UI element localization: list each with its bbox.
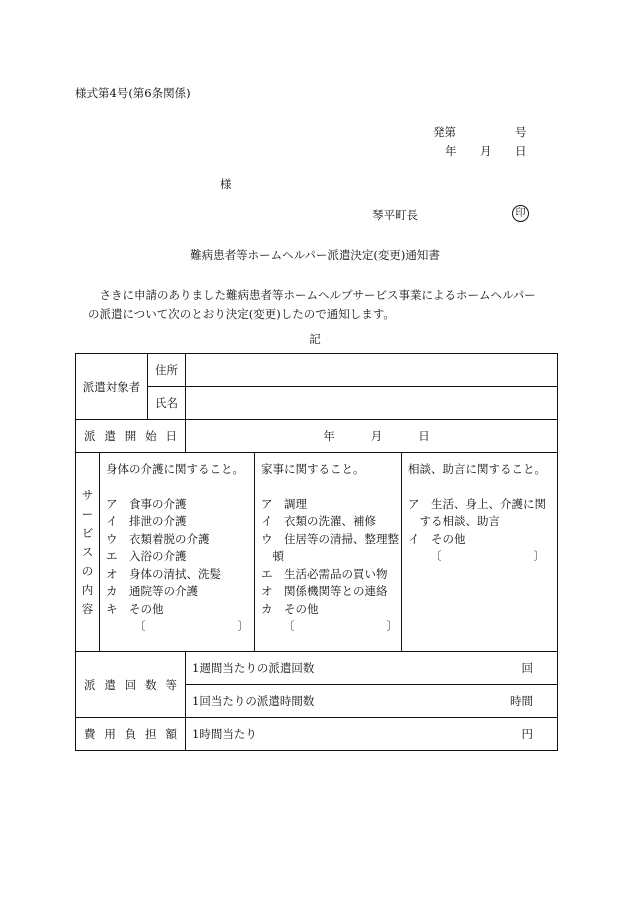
service-label-char: サ bbox=[81, 487, 94, 502]
start-date-char: 派 bbox=[84, 429, 96, 443]
addressee-honorific: 様 bbox=[220, 177, 232, 191]
consult-other-bracket[interactable]: 〔 〕 bbox=[430, 549, 545, 563]
per-visit-time-field[interactable] bbox=[186, 685, 558, 718]
dispatch-count-char: 等 bbox=[165, 677, 177, 692]
housework-item: カ その他 bbox=[261, 601, 319, 616]
service-label-char: 内 bbox=[81, 582, 94, 597]
service-label-char: ー bbox=[81, 506, 94, 521]
weekly-count-unit: 回 bbox=[521, 661, 534, 675]
housework-heading: 家事に関すること。 bbox=[261, 462, 365, 476]
start-date-char: 開 bbox=[124, 429, 137, 443]
table-row bbox=[76, 420, 558, 453]
start-date-char: 遣 bbox=[104, 429, 116, 443]
care-item: キ その他 bbox=[106, 601, 164, 616]
dispatch-form-table bbox=[75, 353, 558, 751]
start-date-year: 年 bbox=[323, 429, 335, 443]
document-title: 難病患者等ホームヘルパー派遣決定(変更)通知書 bbox=[190, 248, 440, 262]
housework-item: イ 衣類の洗濯、補修 bbox=[261, 514, 376, 528]
service-label-char: の bbox=[81, 563, 94, 578]
date-month-label: 月 bbox=[480, 144, 492, 158]
service-label-char: 容 bbox=[81, 601, 94, 616]
start-date-month: 月 bbox=[370, 429, 383, 443]
start-date-day: 日 bbox=[418, 429, 430, 443]
dispatch-count-char: 遣 bbox=[104, 677, 116, 692]
housework-services-cell bbox=[255, 453, 402, 652]
body-text bbox=[88, 286, 558, 324]
dispatch-count-char: 数 bbox=[145, 677, 157, 692]
start-date-char: 始 bbox=[145, 429, 157, 443]
start-date-char: 日 bbox=[165, 429, 177, 443]
name-field[interactable] bbox=[186, 387, 558, 420]
housework-item: ウ 住居等の清掃、整理整 bbox=[261, 531, 399, 546]
care-item: ウ 衣類着脱の介護 bbox=[106, 531, 210, 546]
consult-services-cell bbox=[402, 453, 558, 652]
service-label-char: ス bbox=[81, 544, 94, 559]
body-line-1: さきに申請のありました難病患者等ホームヘルプサービス事業によるホームヘルパー bbox=[88, 288, 536, 302]
target-label: 派遣対象者 bbox=[76, 354, 148, 420]
start-date-label bbox=[76, 420, 186, 453]
cost-char: 担 bbox=[145, 727, 157, 741]
dispatch-count-char: 回 bbox=[124, 677, 137, 692]
weekly-count-label: 1週間当たりの派遣回数 bbox=[192, 661, 315, 675]
table-row bbox=[76, 453, 558, 652]
dispatch-count-char: 派 bbox=[84, 677, 96, 692]
seal-stamp-icon: 印 bbox=[512, 205, 529, 222]
care-heading: 身体の介護に関すること。 bbox=[106, 462, 244, 476]
date-day-label: 日 bbox=[515, 144, 527, 158]
date-year-label: 年 bbox=[445, 144, 457, 158]
table-row bbox=[76, 354, 558, 387]
housework-item: オ 関係機関等との連絡 bbox=[261, 584, 388, 598]
sender-name: 琴平町長 bbox=[372, 208, 418, 222]
cost-char: 額 bbox=[165, 727, 177, 741]
housework-item: エ 生活必需品の買い物 bbox=[261, 566, 388, 581]
table-row bbox=[76, 652, 558, 685]
table-row bbox=[76, 387, 558, 420]
issue-number-suffix: 号 bbox=[515, 125, 527, 139]
care-item: オ 身体の清拭、洗髪 bbox=[106, 566, 221, 581]
care-item: エ 入浴の介護 bbox=[106, 549, 187, 563]
cost-char: 費 bbox=[84, 727, 96, 741]
hourly-cost-label: 1時間当たり bbox=[192, 727, 257, 741]
care-item: イ 排泄の介護 bbox=[106, 514, 187, 528]
housework-item: ア 調理 bbox=[261, 496, 307, 511]
name-label: 氏名 bbox=[148, 387, 186, 420]
care-services-cell bbox=[100, 453, 255, 652]
table-row bbox=[76, 718, 558, 751]
body-line-2: の派遣について次のとおり決定(変更)したので通知します。 bbox=[88, 307, 395, 321]
care-item: カ 通院等の介護 bbox=[106, 584, 198, 598]
weekly-count-field[interactable] bbox=[186, 652, 558, 685]
cost-char: 負 bbox=[124, 727, 137, 741]
ki-marker: 記 bbox=[309, 332, 321, 346]
start-date-field[interactable] bbox=[186, 420, 558, 453]
consult-item: イ その他 bbox=[408, 531, 466, 546]
consult-heading: 相談、助言に関すること。 bbox=[408, 462, 546, 476]
service-label bbox=[76, 453, 100, 652]
dispatch-count-label bbox=[76, 652, 186, 718]
hourly-cost-unit: 円 bbox=[521, 727, 534, 741]
cost-char: 用 bbox=[104, 727, 116, 741]
service-label-char: ビ bbox=[81, 525, 94, 540]
address-label: 住所 bbox=[148, 354, 186, 387]
hourly-cost-field[interactable] bbox=[186, 718, 558, 751]
care-item: ア 食事の介護 bbox=[106, 496, 187, 511]
cost-label bbox=[76, 718, 186, 751]
consult-item: ア 生活、身上、介護に関 bbox=[408, 496, 546, 511]
per-visit-time-label: 1回当たりの派遣時間数 bbox=[192, 694, 315, 708]
consult-item: する相談、助言 bbox=[408, 514, 500, 528]
per-visit-time-unit: 時間 bbox=[510, 694, 534, 708]
issue-number-label: 発第 bbox=[433, 125, 456, 139]
form-number: 様式第4号(第6条関係) bbox=[75, 86, 191, 100]
address-field[interactable] bbox=[186, 354, 558, 387]
housework-item: 頓 bbox=[261, 549, 284, 563]
housework-other-bracket[interactable]: 〔 〕 bbox=[283, 619, 398, 633]
care-other-bracket[interactable]: 〔 〕 bbox=[134, 619, 249, 633]
